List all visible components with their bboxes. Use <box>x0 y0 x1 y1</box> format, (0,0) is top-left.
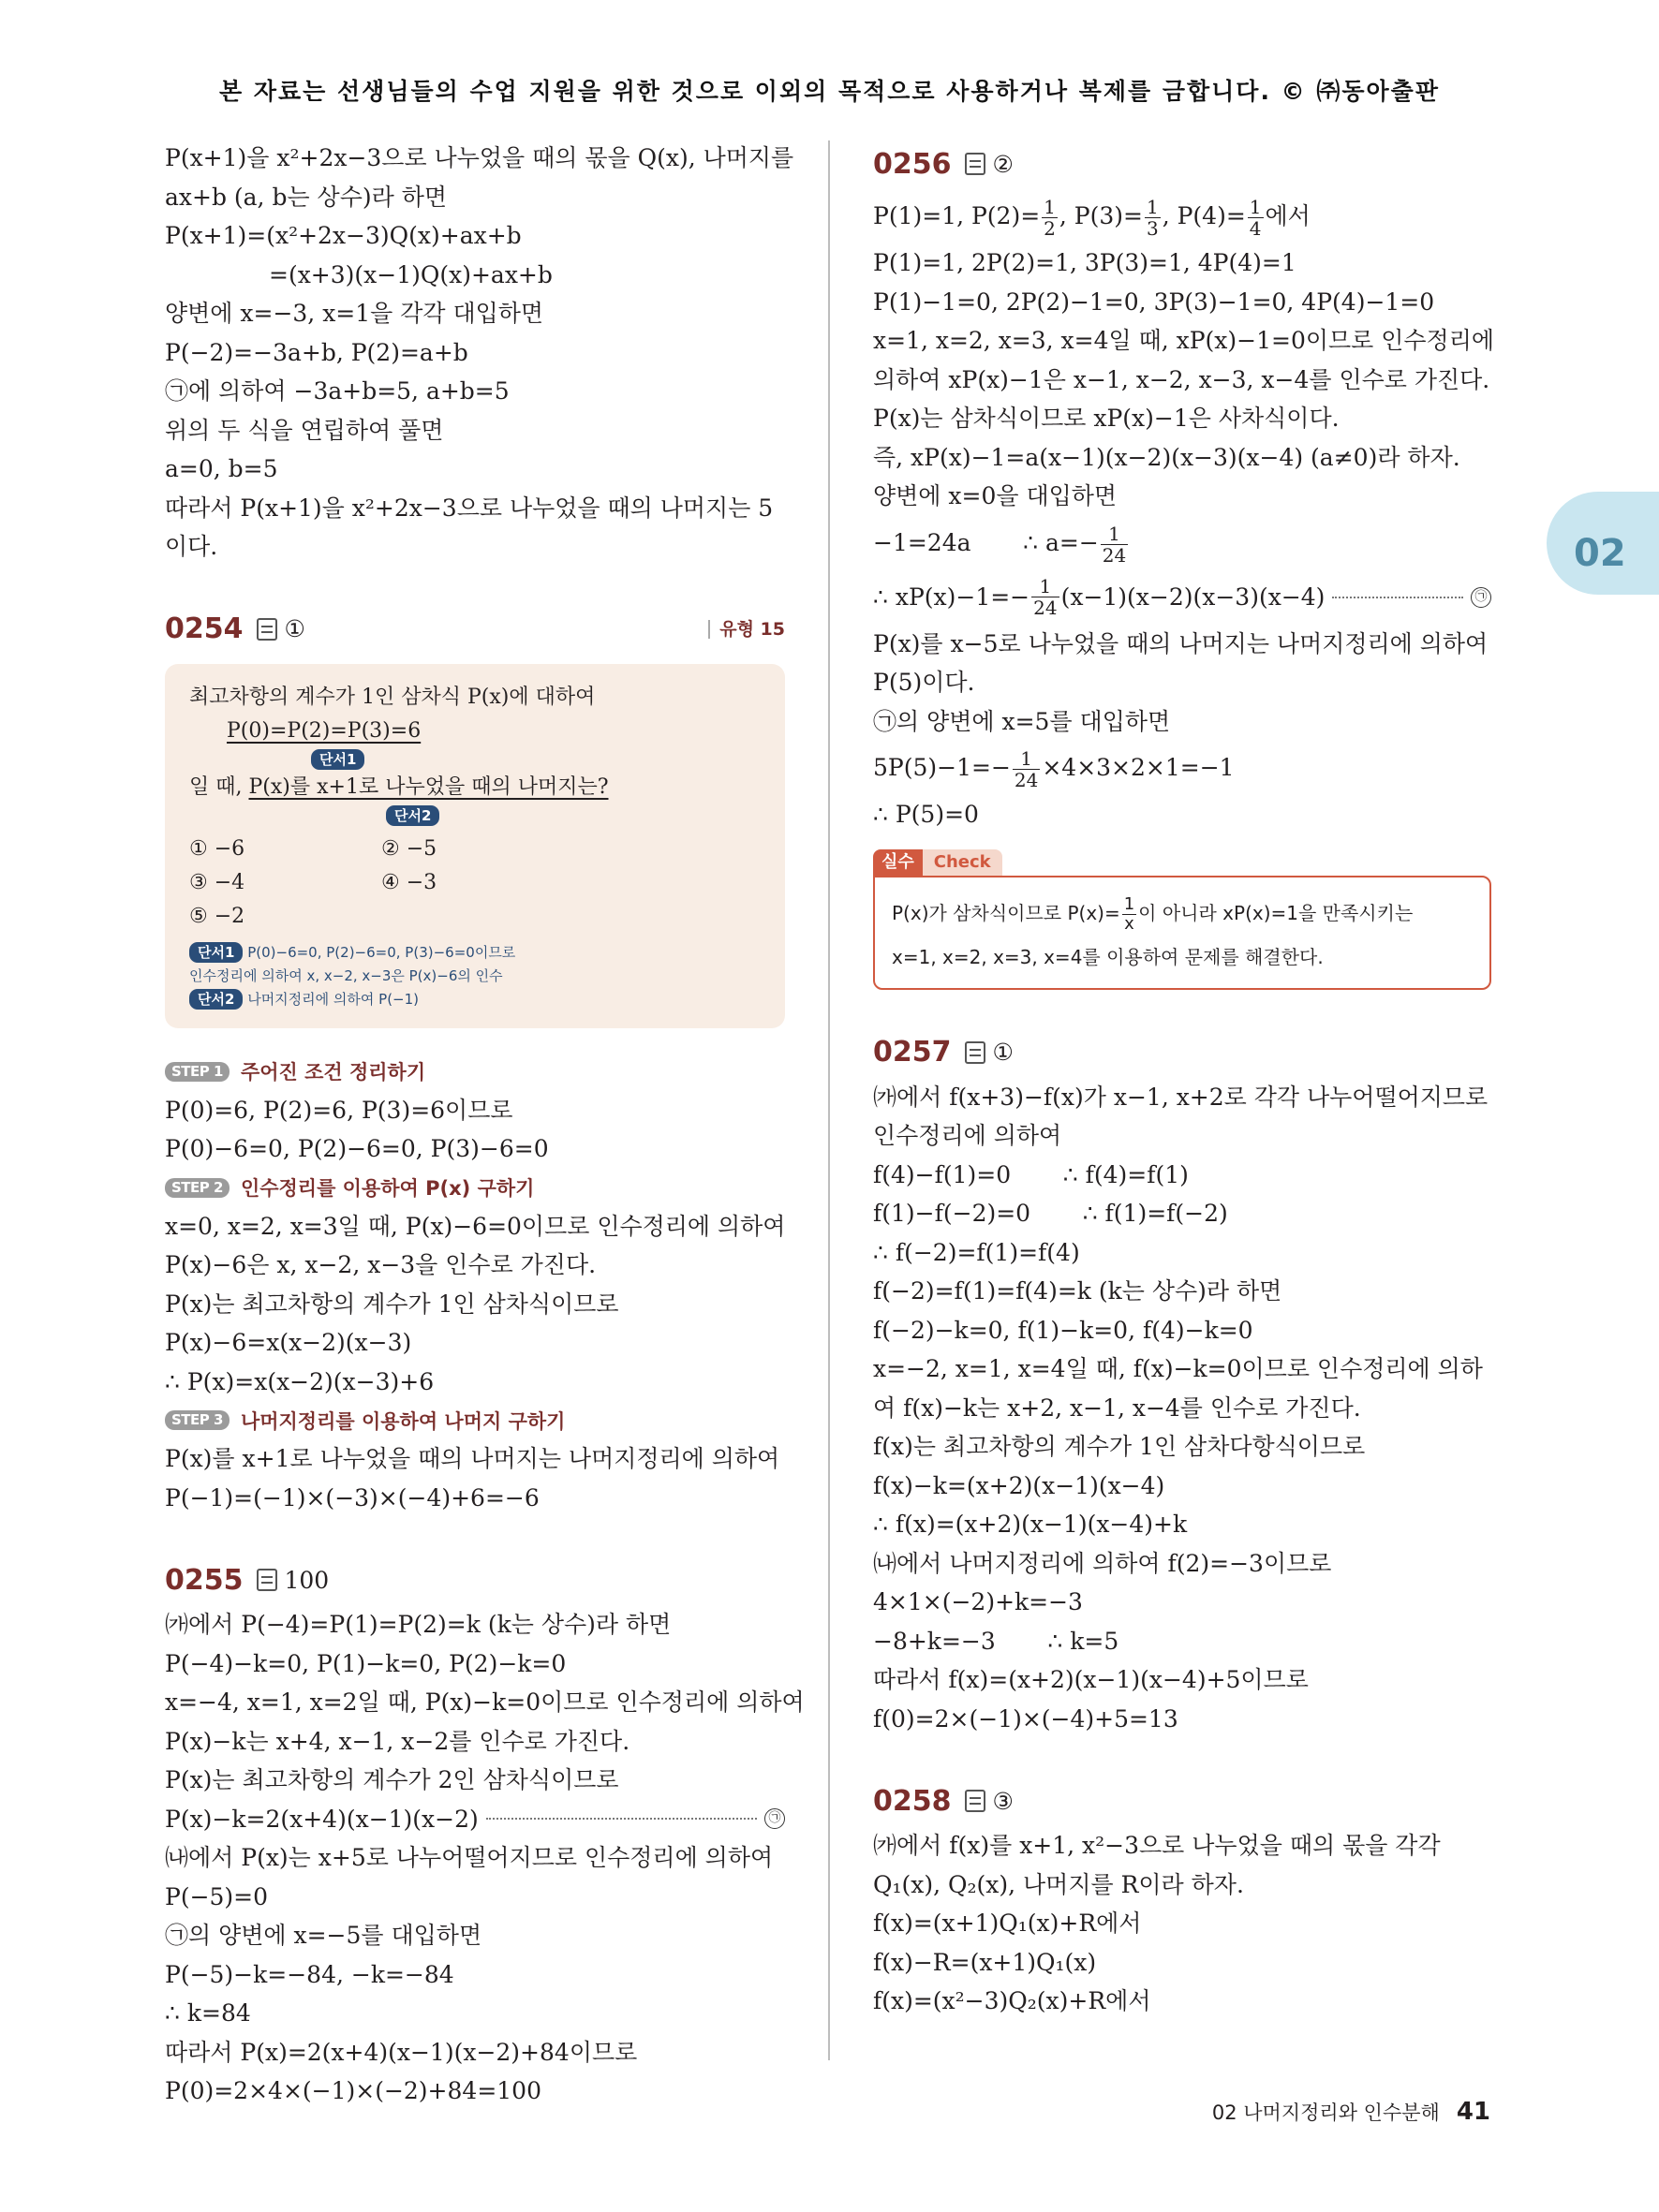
text: 이 아니라 xP(x)=1을 만족시키는 <box>1138 901 1414 924</box>
text-line: P(−5)=0 <box>165 1882 269 1910</box>
text-line: x=1, x=2, x=3, x=4일 때, xP(x)−1=0이므로 인수정리에 <box>873 327 1495 354</box>
numerator: 1 <box>1044 196 1056 218</box>
column-divider <box>828 140 830 2060</box>
fraction-line <box>873 189 1491 243</box>
text-line: P(5)이다. <box>873 669 975 696</box>
fraction <box>1013 748 1040 790</box>
text-line: ㈏에서 P(x)는 x+5로 나누어떨어지므로 인수정리에 의하여 <box>165 1844 774 1871</box>
tagged-equation <box>873 570 1491 625</box>
numerator: 1 <box>1013 748 1040 770</box>
denominator: 24 <box>1102 543 1127 567</box>
choice-3: ③ −4 <box>189 870 245 894</box>
text-line: 양변에 x=−3, x=1을 각각 대입하면 <box>165 300 544 327</box>
text-line: 즉, xP(x)−1=a(x−1)(x−2)(x−3)(x−4) (a≠0)라 하자. <box>873 443 1460 471</box>
text-line: 따라서 f(x)=(x+2)(x−1)(x−4)+5이므로 <box>873 1666 1309 1693</box>
question-line: 최고차항의 계수가 1인 삼차식 P(x)에 대하여 <box>189 685 596 709</box>
denominator: 2 <box>1044 217 1056 240</box>
question-ask: P(x)를 x+1로 나누었을 때의 나머지는? <box>248 774 609 799</box>
check-line <box>892 889 1473 937</box>
chapter-side-tab-label: 02 <box>1574 532 1626 575</box>
step-heading <box>165 1169 785 1207</box>
hint-badge-row <box>189 804 761 827</box>
equation-tag: ㉠ <box>764 1808 785 1829</box>
text-line: ∴ P(x)=x(x−2)(x−3)+6 <box>165 1367 435 1395</box>
text-line: 따라서 P(x+1)을 x²+2x−3으로 나누었을 때의 나머지는 5 <box>165 494 774 522</box>
answer-icon <box>257 618 277 641</box>
text-line: P(x)−6은 x, x−2, x−3을 인수로 가진다. <box>165 1251 597 1278</box>
text-line: P(x+1)을 x²+2x−3으로 나누었을 때의 몫을 Q(x), 나머지를 <box>165 144 794 171</box>
problem-answer: ② <box>992 150 1014 178</box>
fraction <box>1145 197 1161 239</box>
denominator: 24 <box>1014 769 1039 791</box>
text-line: P(x)는 최고차항의 계수가 1인 삼차식이므로 <box>165 1290 619 1318</box>
text-line: f(x)−R=(x+1)Q₁(x) <box>873 1948 1097 1976</box>
step-title: 나머지정리를 이용하여 나머지 구하기 <box>240 1409 566 1433</box>
text-line: 이다. <box>165 533 218 560</box>
answer-icon <box>965 153 985 175</box>
hint-text: 나머지정리에 의하여 P(−1) <box>247 990 420 1008</box>
text-line: f(x)는 최고차항의 계수가 1인 삼차다항식이므로 <box>873 1433 1366 1460</box>
text-line: f(1)−f(−2)=0 ∴ f(1)=f(−2) <box>873 1200 1228 1227</box>
question-text: 일 때, <box>189 774 249 799</box>
hint-badge: 단서1 <box>189 942 243 963</box>
hint1-badge: 단서1 <box>311 749 364 770</box>
text-line: P(1)−1=0, 2P(2)−1=0, 3P(3)−1=0, 4P(4)−1=0 <box>873 288 1435 316</box>
text-line: f(x)=(x²−3)Q₂(x)+R에서 <box>873 1987 1151 2014</box>
answer-icon <box>257 1569 277 1591</box>
problem-answer: ① <box>284 615 305 642</box>
denominator: 24 <box>1033 597 1058 619</box>
text-line: P(x)를 x+1로 나누었을 때의 나머지는 나머지정리에 의하여 <box>165 1445 780 1472</box>
numerator: 1 <box>1249 196 1262 218</box>
question-condition: P(0)=P(2)=P(3)=6 <box>227 718 422 743</box>
problem-number: 0255 <box>165 1563 244 1597</box>
text-line: 인수정리에 의하여 <box>873 1122 1062 1149</box>
text: P(x)가 삼차식이므로 P(x)= <box>892 901 1120 924</box>
text: (x−1)(x−2)(x−3)(x−4) <box>1060 582 1326 611</box>
text-line: P(0)=2×4×(−1)×(−2)+84=100 <box>165 2077 541 2104</box>
page-number: 41 <box>1456 2098 1490 2126</box>
chapter-title: 02 나머지정리와 인수분해 <box>1211 2101 1440 2124</box>
check-tab <box>873 849 1491 876</box>
answer-choices <box>189 833 761 934</box>
fraction <box>1248 197 1264 239</box>
copyright-notice: 본 자료는 선생님들의 수업 지원을 위한 것으로 이외의 목적으로 사용하거나 복제를 금합니다. © ㈜동아출판 <box>219 78 1440 105</box>
problem-answer: 100 <box>284 1566 330 1594</box>
text-line: ax+b (a, b는 상수)라 하면 <box>165 183 448 211</box>
text-line: P(−1)=(−1)×(−3)×(−4)+6=−6 <box>165 1483 540 1512</box>
denominator: 3 <box>1146 217 1159 240</box>
problem-number: 0254 <box>165 612 244 645</box>
question-line <box>189 771 761 804</box>
hint2-badge: 단서2 <box>386 805 439 826</box>
step-heading <box>165 1053 785 1091</box>
choice-2: ② −5 <box>381 836 437 861</box>
text-line: x=−2, x=1, x=4일 때, f(x)−k=0이므로 인수정리에 의하 <box>873 1355 1483 1382</box>
text-line: ∴ f(−2)=f(1)=f(4) <box>873 1238 1080 1266</box>
text-line: x=−4, x=1, x=2일 때, P(x)−k=0이므로 인수정리에 의하여 <box>165 1688 805 1716</box>
choice-5: ⑤ −2 <box>189 904 245 928</box>
equation-text: P(x)−k=2(x+4)(x−1)(x−2) <box>165 1805 479 1833</box>
text-line: 의하여 xP(x)−1은 x−1, x−2, x−3, x−4를 인수로 가진다. <box>873 365 1490 393</box>
question-box <box>165 664 785 1028</box>
text-line: ㉠에 의하여 −3a+b=5, a+b=5 <box>165 377 510 405</box>
question-condition-line <box>189 715 761 748</box>
left-column <box>165 139 805 2111</box>
tagged-equation <box>165 1800 785 1839</box>
fraction <box>1101 524 1128 566</box>
text-line: a=0, b=5 <box>165 455 278 482</box>
text: , P(3)= <box>1059 202 1143 229</box>
answer-icon <box>965 1041 985 1064</box>
text-line: =(x+3)(x−1)Q(x)+ax+b <box>269 260 553 288</box>
step-heading <box>165 1401 785 1439</box>
text-line: P(0)=6, P(2)=6, P(3)=6이므로 <box>165 1096 513 1124</box>
problem-number: 0257 <box>873 1036 952 1069</box>
text-line: ∴ P(5)=0 <box>873 801 979 828</box>
text-line: f(x)−k=(x+2)(x−1)(x−4) <box>873 1471 1165 1499</box>
dotted-leader <box>1332 597 1463 598</box>
right-column <box>873 139 1495 2021</box>
problem-header-0258 <box>873 1776 1491 1826</box>
page-footer <box>1212 2098 1490 2126</box>
text-line: P(x)는 삼차식이므로 xP(x)−1은 사차식이다. <box>873 405 1340 432</box>
text-line: 위의 두 식을 연립하여 풀면 <box>165 416 444 444</box>
check-box <box>873 876 1491 990</box>
equation-tag: ㉠ <box>1471 587 1491 608</box>
solution-continued <box>165 139 794 567</box>
text: −1=24a ∴ a=− <box>873 528 1099 556</box>
step-badge: STEP 1 <box>165 1062 230 1082</box>
numerator: 1 <box>1031 576 1059 597</box>
text-line: ㉠의 양변에 x=−5를 대입하면 <box>165 1922 482 1949</box>
text-line: P(0)−6=0, P(2)−6=0, P(3)−6=0 <box>165 1135 549 1162</box>
fraction <box>1122 895 1136 934</box>
numerator: 1 <box>1123 893 1135 914</box>
hint-text: P(0)−6=0, P(2)−6=0, P(3)−6=0이므로 <box>247 943 516 961</box>
text-line: P(x+1)=(x²+2x−3)Q(x)+ax+b <box>165 222 522 249</box>
problem-number: 0258 <box>873 1784 952 1818</box>
text: 에서 <box>1265 202 1311 229</box>
check-line: x=1, x=2, x=3, x=4를 이용하여 문제를 해결한다. <box>892 945 1324 968</box>
text-line: P(x)는 최고차항의 계수가 2인 삼차식이므로 <box>165 1766 619 1793</box>
check-tab-label: 실수 <box>873 849 923 876</box>
problem-answer: ③ <box>992 1787 1014 1815</box>
text-line: P(x)를 x−5로 나누었을 때의 나머지는 나머지정리에 의하여 <box>873 629 1489 657</box>
text: P(1)=1, P(2)= <box>873 202 1041 229</box>
problem-header-0255 <box>165 1555 785 1605</box>
numerator: 1 <box>1101 524 1128 545</box>
fraction-line <box>873 741 1491 795</box>
text-line: P(−5)−k=−84, −k=−84 <box>165 1960 454 1988</box>
text-line: P(x)−k는 x+4, x−1, x−2를 인수로 가진다. <box>165 1727 630 1755</box>
text-line: f(−2)−k=0, f(1)−k=0, f(4)−k=0 <box>873 1316 1253 1344</box>
hint-list <box>189 941 761 1011</box>
problem-header-0256 <box>873 139 1491 189</box>
text-line: f(−2)=f(1)=f(4)=k (k는 상수)라 하면 <box>873 1277 1282 1305</box>
text-line: f(x)=(x+1)Q₁(x)+R에서 <box>873 1910 1142 1937</box>
numerator: 1 <box>1146 196 1159 218</box>
text-line: ㉠의 양변에 x=5를 대입하면 <box>873 707 1171 735</box>
hint-text: 인수정리에 의하여 x, x−2, x−3은 P(x)−6의 인수 <box>189 966 503 984</box>
check-tab-title: Check <box>923 849 1002 876</box>
text-line: 여 f(x)−k는 x+2, x−1, x−4를 인수로 가진다. <box>873 1394 1361 1422</box>
step-badge: STEP 2 <box>165 1178 230 1198</box>
denominator: x <box>1124 913 1134 934</box>
answer-icon <box>965 1790 985 1812</box>
text-line: P(−4)−k=0, P(1)−k=0, P(2)−k=0 <box>165 1649 567 1677</box>
problem-header-0254 <box>165 604 785 655</box>
fraction-line <box>873 516 1491 570</box>
text-line: ㈏에서 나머지정리에 의하여 f(2)=−3이므로 <box>873 1549 1332 1577</box>
problem-answer: ① <box>992 1039 1014 1066</box>
text: ×4×3×2×1=−1 <box>1042 754 1235 781</box>
problem-type: 유형 15 <box>708 620 785 639</box>
choice-1: ① −6 <box>189 836 245 861</box>
text-line: 양변에 x=0을 대입하면 <box>873 482 1118 509</box>
hint-badge-row <box>189 748 761 771</box>
step-badge: STEP 3 <box>165 1410 230 1430</box>
step-title: 인수정리를 이용하여 P(x) 구하기 <box>240 1177 535 1200</box>
step-title: 주어진 조건 정리하기 <box>240 1061 426 1084</box>
denominator: 4 <box>1249 217 1262 240</box>
text-line: ㈎에서 f(x)를 x+1, x²−3으로 나누었을 때의 몫을 각각 <box>873 1832 1441 1859</box>
text-line: ∴ f(x)=(x+2)(x−1)(x−4)+k <box>873 1511 1188 1538</box>
text-line: f(4)−f(1)=0 ∴ f(4)=f(1) <box>873 1160 1189 1188</box>
problem-number: 0256 <box>873 147 952 181</box>
text-line: P(1)=1, 2P(2)=1, 3P(3)=1, 4P(4)=1 <box>873 249 1296 276</box>
text: , P(4)= <box>1162 202 1246 229</box>
text-line: P(x)−6=x(x−2)(x−3) <box>165 1329 412 1356</box>
hint-line <box>189 988 761 1011</box>
text: 5P(5)−1=− <box>873 754 1011 781</box>
text-line: ∴ k=84 <box>165 1999 251 2027</box>
hint-line <box>189 965 761 988</box>
text-line: 따라서 P(x)=2(x+4)(x−1)(x−2)+84이므로 <box>165 2038 638 2066</box>
hint-line <box>189 941 761 965</box>
text-line: ㈎에서 P(−4)=P(1)=P(2)=k (k는 상수)라 하면 <box>165 1611 672 1638</box>
fraction <box>1042 197 1058 239</box>
fraction <box>1031 576 1059 618</box>
text-line: Q₁(x), Q₂(x), 나머지를 R이라 하자. <box>873 1870 1244 1898</box>
problem-header-0257 <box>873 1027 1491 1078</box>
text-line: ㈎에서 f(x+3)−f(x)가 x−1, x+2로 각각 나누어떨어지므로 <box>873 1083 1489 1111</box>
text-line: P(−2)=−3a+b, P(2)=a+b <box>165 338 468 366</box>
choice-4: ④ −3 <box>381 870 437 894</box>
text-line: x=0, x=2, x=3일 때, P(x)−6=0이므로 인수정리에 의하여 <box>165 1212 786 1240</box>
text: ∴ xP(x)−1=− <box>873 582 1030 611</box>
dotted-leader <box>486 1818 757 1820</box>
hint-badge: 단서2 <box>189 989 243 1010</box>
text-line: f(0)=2×(−1)×(−4)+5=13 <box>873 1704 1178 1733</box>
text-line: 4×1×(−2)+k=−3 <box>873 1588 1083 1615</box>
text-line: −8+k=−3 ∴ k=5 <box>873 1627 1119 1655</box>
